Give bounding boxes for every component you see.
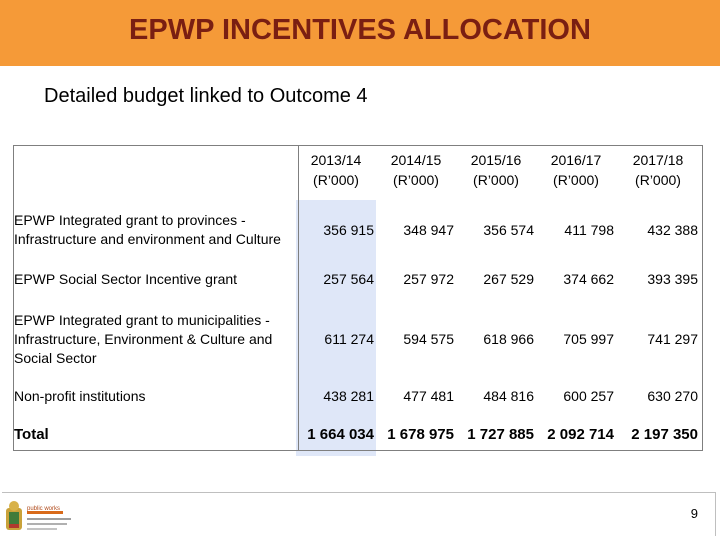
table-cell: 594 575 <box>403 331 454 347</box>
total-cell: 1 678 975 <box>387 425 454 443</box>
column-header: 2013/14 (R’000) <box>310 152 362 188</box>
total-cell: 2 092 714 <box>547 425 614 443</box>
total-cell: 1 727 885 <box>467 425 534 443</box>
table-cell: 374 662 <box>563 271 614 287</box>
footer-frame <box>2 492 716 536</box>
coat-of-arms-icon <box>3 498 75 536</box>
slide-subtitle: Detailed budget linked to Outcome 4 <box>44 85 368 107</box>
table-cell: 611 274 <box>296 298 376 380</box>
row-label: Total <box>14 425 49 443</box>
row-label: EPWP Integrated grant to provinces - Infrastructure and environment and Culture <box>14 212 281 247</box>
table-header-row <box>13 145 700 200</box>
table-row <box>13 298 700 380</box>
table-cell: 411 798 <box>564 222 614 238</box>
table-row <box>13 200 700 260</box>
table-cell: 356 574 <box>483 222 534 238</box>
total-cell: 1 664 034 <box>296 412 376 456</box>
table-cell: 393 395 <box>647 271 698 287</box>
row-label: Non-profit institutions <box>14 387 146 404</box>
table-cell: 257 564 <box>296 260 376 298</box>
title-banner <box>0 0 720 66</box>
column-header: 2014/15 (R’000) <box>390 152 442 188</box>
column-header: 2017/18 (R’000) <box>632 152 684 188</box>
table-cell: 618 966 <box>483 331 534 347</box>
table-row <box>13 260 700 298</box>
logo-text: public works <box>27 506 61 512</box>
table-cell: 257 972 <box>403 271 454 287</box>
page-number: 9 <box>690 506 698 521</box>
row-label: EPWP Integrated grant to municipalities - Infrastructure, Environment & Culture and Social Sector <box>14 311 273 366</box>
table-cell: 484 816 <box>483 388 534 404</box>
table-total-row <box>13 412 700 456</box>
slide-title: EPWP INCENTIVES ALLOCATION <box>129 14 591 46</box>
column-header: 2015/16 (R’000) <box>470 152 522 188</box>
table-divider <box>298 145 299 451</box>
table-cell: 267 529 <box>483 271 534 287</box>
table-cell: 630 270 <box>647 388 698 404</box>
table-cell: 600 257 <box>563 388 614 404</box>
table-cell: 356 915 <box>296 200 376 260</box>
table-cell: 705 997 <box>563 331 614 347</box>
column-header: 2016/17 (R’000) <box>550 152 602 188</box>
table-cell: 438 281 <box>296 380 376 412</box>
total-cell: 2 197 350 <box>631 425 698 443</box>
table-cell: 432 388 <box>647 222 698 238</box>
row-label: EPWP Social Sector Incentive grant <box>14 270 238 287</box>
table-cell: 741 297 <box>647 331 698 347</box>
table-corner-cell <box>13 145 296 200</box>
budget-table <box>13 145 700 456</box>
table-cell: 348 947 <box>403 222 454 238</box>
table-cell: 477 481 <box>403 388 454 404</box>
table-row <box>13 380 700 412</box>
